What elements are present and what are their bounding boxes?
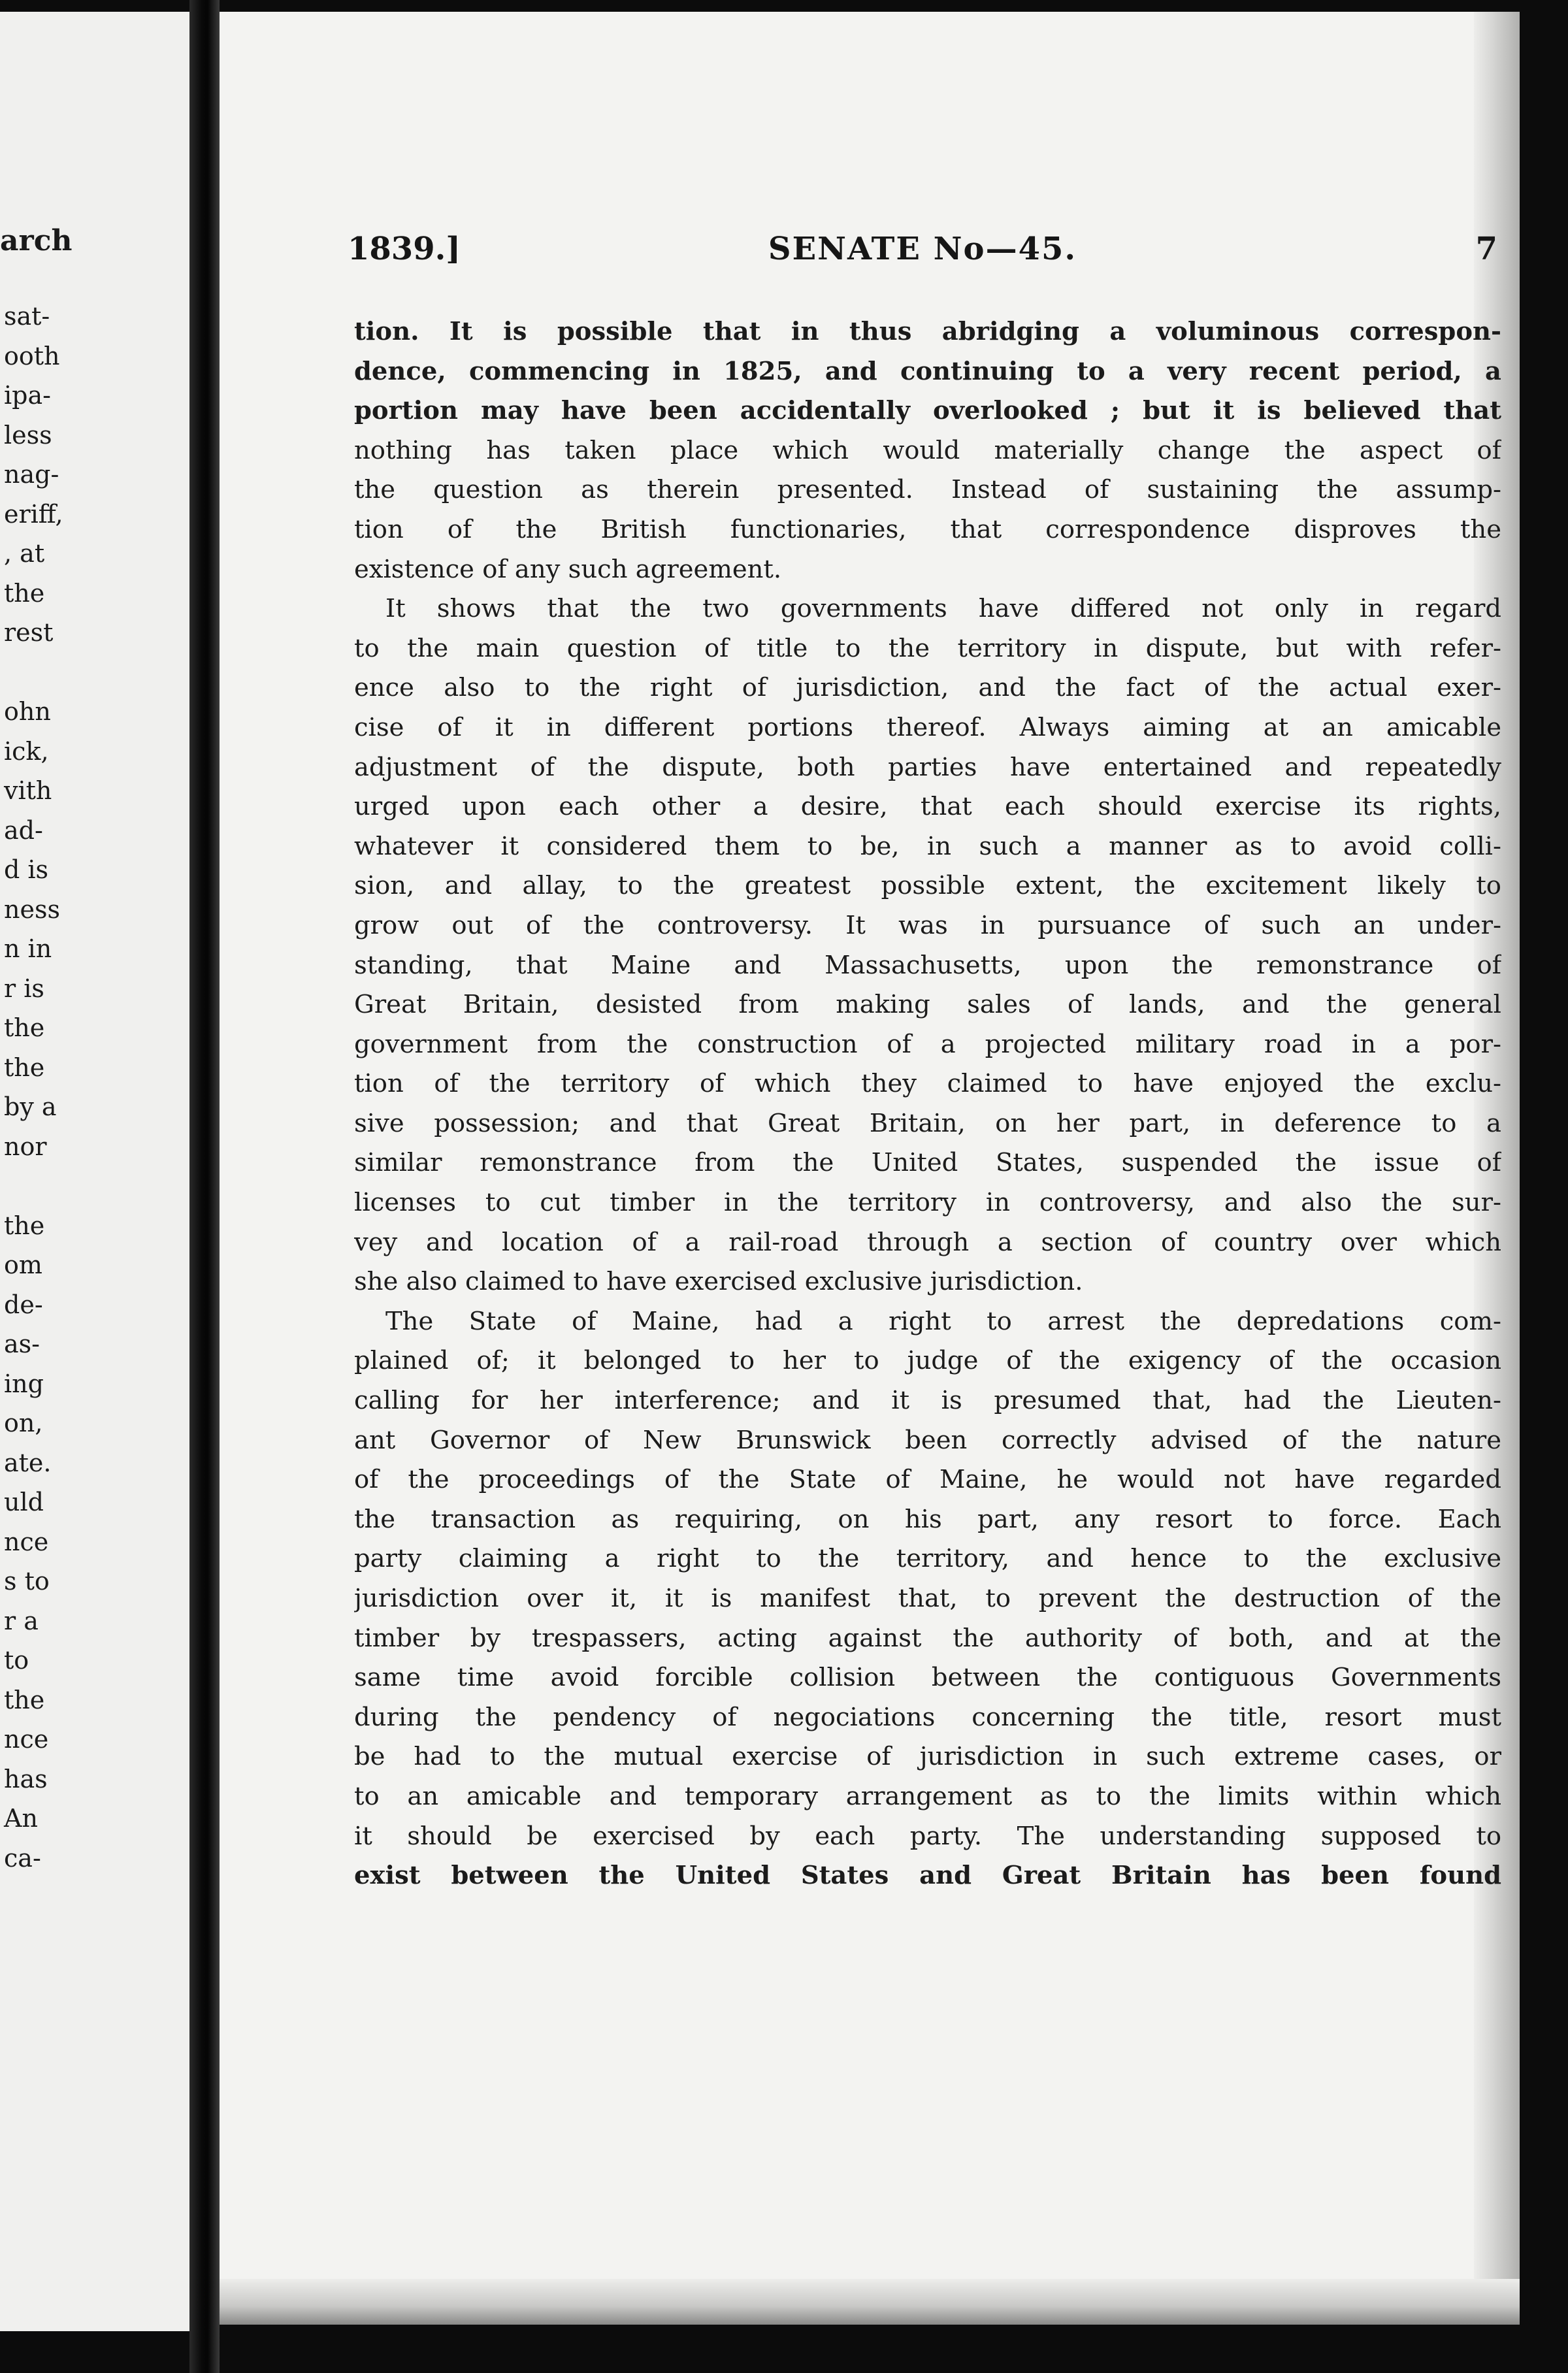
text-line: the transaction as requiring, on his part, any resort to force. Each [354, 1504, 1501, 1534]
text-line: dence, commencing in 1825, and continuing to a very recent period, a [354, 356, 1501, 386]
previous-page-line-fragment: ca- [4, 1843, 41, 1873]
body-text [354, 312, 1501, 1896]
text-line: to the main question of title to the territory in dispute, but with refer- [354, 633, 1501, 663]
text-line: similar remonstrance from the United States, suspended the issue of [354, 1148, 1501, 1178]
previous-page-line-fragment: ipa- [4, 381, 51, 410]
text-line: of the proceedings of the State of Maine, he would not have regarded [354, 1465, 1501, 1495]
page-bottom-edge [220, 2279, 1520, 2325]
text-line: existence of any such agreement. [354, 554, 782, 584]
header-year: 1839.] [348, 231, 461, 267]
text-line: adjustment of the dispute, both parties have entertained and repeatedly [354, 752, 1501, 782]
previous-page-line-fragment: ohn [4, 697, 51, 726]
previous-page-line-fragment: has [4, 1764, 48, 1793]
previous-page-line-fragment: sat- [4, 302, 50, 331]
previous-page-line-fragment: nce [4, 1527, 49, 1556]
previous-page-lines [0, 297, 189, 1878]
previous-page-line-fragment: ness [4, 894, 60, 924]
previous-page-line-fragment: nag- [4, 460, 59, 489]
previous-page-line-fragment: d is [4, 855, 49, 884]
text-line: whatever it considered them to be, in such a manner as to avoid colli- [354, 831, 1501, 861]
previous-page-line-fragment: as- [4, 1330, 40, 1358]
previous-page-line-fragment: r a [4, 1606, 39, 1635]
text-line: urged upon each other a desire, that each should exercise its rights, [354, 792, 1501, 822]
previous-page-line-fragment: on, [4, 1409, 43, 1437]
previous-page-line-fragment: om [4, 1251, 42, 1279]
text-line: plained of; it belonged to her to judge of the exigency of the occasion [354, 1346, 1501, 1376]
text-line: sive possession; and that Great Britain, on her part, in deference to a [354, 1108, 1501, 1138]
text-line: calling for her interference; and it is presumed that, had the Lieuten- [354, 1386, 1501, 1416]
text-line: party claiming a right to the territory, and hence to the exclusive [354, 1544, 1501, 1574]
previous-page-line-fragment: s to [4, 1567, 50, 1596]
previous-page-line-fragment: ooth [4, 341, 60, 370]
text-line: licenses to cut timber in the territory in controversy, and also the sur- [354, 1188, 1501, 1218]
text-line: It shows that the two governments have differed not only in regard [385, 594, 1501, 624]
previous-page-fragment [0, 12, 191, 2331]
running-head [348, 231, 1497, 283]
previous-page-line-fragment: , at [4, 539, 45, 568]
previous-page-line-fragment: vith [4, 776, 52, 805]
text-line: standing, that Maine and Massachusetts, upon the remonstrance of [354, 950, 1501, 980]
text-line: timber by trespassers, acting against the authority of both, and at the [354, 1623, 1501, 1653]
previous-page-line-fragment: n in [4, 934, 52, 963]
text-line: exist between the United States and Great Britain has been found [354, 1861, 1501, 1891]
previous-page-line-fragment [0, 653, 189, 693]
text-line: same time avoid forcible collision between the contiguous Governments [354, 1663, 1501, 1693]
previous-page-line-fragment: to [4, 1646, 29, 1675]
text-line: the question as therein presented. Instead of sustaining the assump- [354, 475, 1501, 505]
previous-page-line-fragment: nor [4, 1132, 47, 1161]
previous-page-line-fragment: the [4, 1053, 45, 1082]
previous-page-line-fragment: de- [4, 1290, 43, 1319]
previous-page-line-fragment: uld [4, 1488, 44, 1516]
document-page [220, 12, 1520, 2325]
previous-page-line-fragment: the [4, 1013, 45, 1042]
previous-page-line-fragment: ing [4, 1369, 44, 1398]
text-line: during the pendency of negociations concerning the title, resort must [354, 1702, 1501, 1732]
book-binding-gutter [189, 0, 220, 2373]
text-line: The State of Maine, had a right to arrest the depredations com- [385, 1306, 1501, 1336]
text-line: tion. It is possible that in thus abridging a voluminous correspon- [354, 317, 1501, 346]
header-title: SENATE No—45. [768, 231, 1077, 267]
text-line: jurisdiction over it, it is manifest that, to prevent the destruction of the [354, 1584, 1501, 1613]
text-line: tion of the British functionaries, that correspondence disproves the [354, 514, 1501, 544]
previous-page-line-fragment [0, 1166, 189, 1206]
text-line: ence also to the right of jurisdiction, and the fact of the actual exer- [354, 673, 1501, 703]
previous-page-line-fragment: ate. [4, 1448, 52, 1477]
previous-page-line-fragment: An [4, 1804, 38, 1833]
text-line: cise of it in different portions thereof. Always aiming at an amicable [354, 712, 1501, 742]
text-line: tion of the territory of which they claimed to have enjoyed the exclu- [354, 1069, 1501, 1099]
text-line: grow out of the controversy. It was in pursuance of such an under- [354, 910, 1501, 940]
text-line: be had to the mutual exercise of jurisdiction in such extreme cases, or [354, 1742, 1501, 1772]
text-line: portion may have been accidentally overlooked ; but it is believed that [354, 396, 1501, 426]
previous-page-line-fragment: nce [4, 1725, 49, 1754]
page-number: 7 [1475, 231, 1497, 267]
text-line: Great Britain, desisted from making sales of lands, and the general [354, 990, 1501, 1020]
text-line: she also claimed to have exercised exclusive jurisdiction. [354, 1267, 1083, 1297]
previous-page-line-fragment: eriff, [4, 499, 63, 529]
previous-page-line-fragment: less [4, 420, 52, 450]
previous-page-line-fragment: rest [4, 618, 54, 647]
text-line: nothing has taken place which would materially change the aspect of [354, 435, 1501, 465]
previous-page-header-fragment: arch [0, 224, 73, 257]
text-line: sion, and allay, to the greatest possible extent, the excitement likely to [354, 871, 1501, 901]
text-line: vey and location of a rail-road through a section of country over which [354, 1227, 1501, 1257]
previous-page-line-fragment: the [4, 1211, 45, 1240]
previous-page-line-fragment: ad- [4, 815, 43, 845]
text-line: to an amicable and temporary arrangement as to the limits within which [354, 1781, 1501, 1811]
previous-page-line-fragment: r is [4, 974, 44, 1003]
previous-page-line-fragment: the [4, 1685, 45, 1714]
text-line: government from the construction of a projected military road in a por- [354, 1029, 1501, 1059]
text-line: ant Governor of New Brunswick been correctly advised of the nature [354, 1425, 1501, 1455]
previous-page-line-fragment: by a [4, 1092, 57, 1121]
previous-page-line-fragment: the [4, 578, 45, 608]
text-line: it should be exercised by each party. The understanding supposed to [354, 1821, 1501, 1851]
previous-page-line-fragment: ick, [4, 736, 49, 766]
